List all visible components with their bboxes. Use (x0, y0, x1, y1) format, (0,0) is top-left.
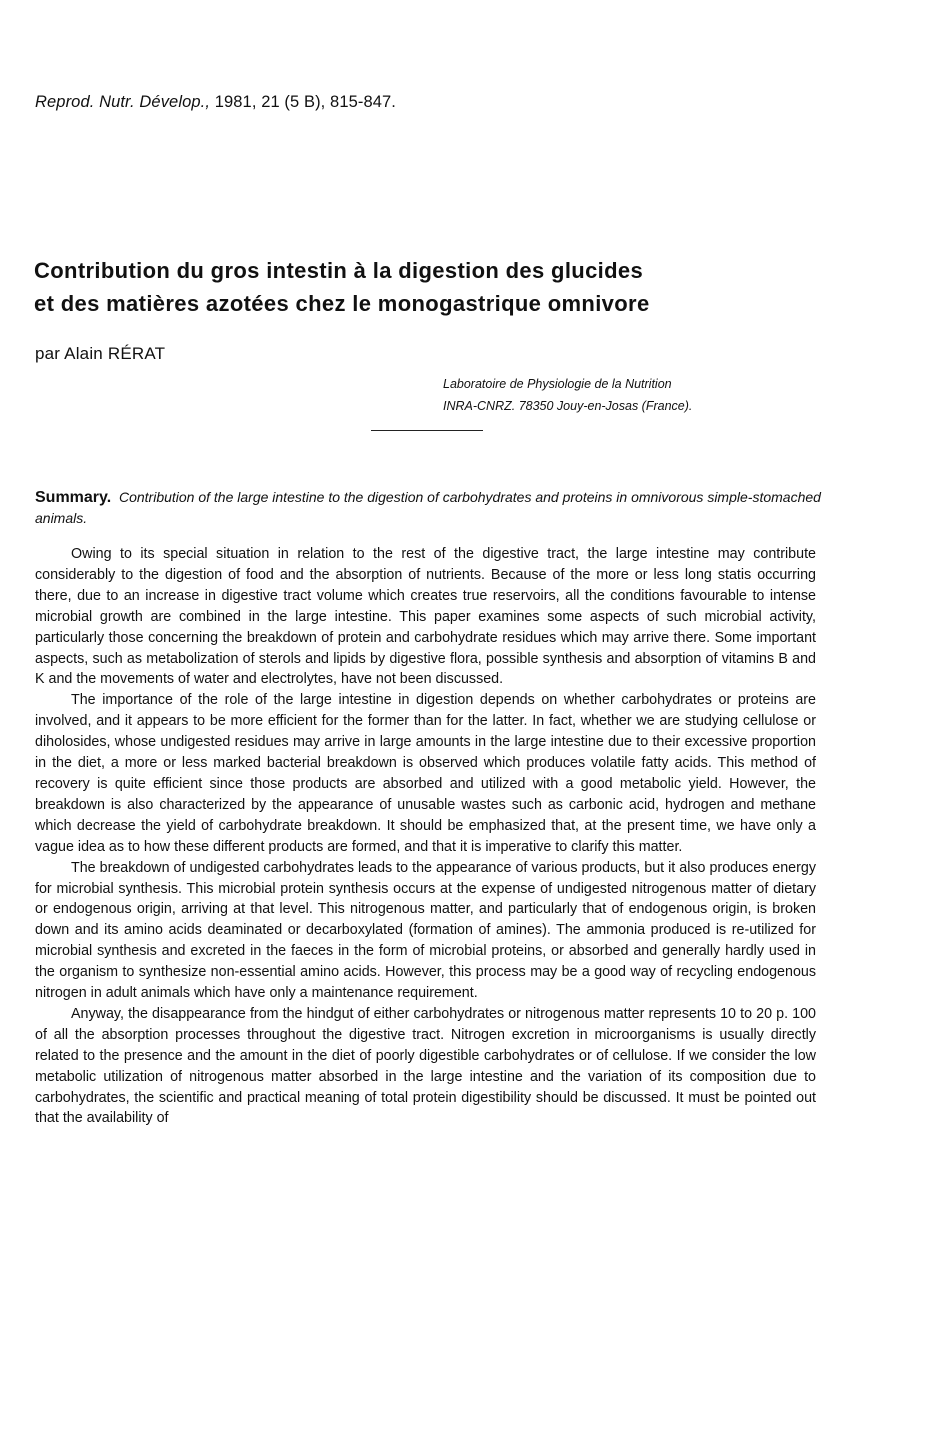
title-line-2: et des matières azotées chez le monogastrique omnivore (34, 291, 650, 316)
article-title (34, 254, 894, 320)
body-paragraph: The importance of the role of the large intestine in digestion depends on whether carbohydrates or proteins are involved, and it appears to be more efficient for the former than for the latter. In fact, whether we are studying cellulose or diholosides, whose undigested residues may arrive in large amounts in the large intestine due to their excessive proportion in the diet, a more or less marked bacterial breakdown is observed which produces volatile fatty acids. This method of recovery is quite efficient since those products are absorbed and utilized with a good metabolic yield. However, the breakdown is also characterized by the appearance of unusable wastes such as carbonic acid, hydrogen and methane which decrease the yield of carbohydrate breakdown. It should be emphasized that, at the present time, we have only a vague idea as to how these different products are formed, and that it is imperative to clarify this matter. (35, 692, 816, 855)
citation-details: 1981, 21 (5 B), 815-847. (214, 93, 396, 111)
citation-line (35, 93, 396, 112)
journal-name: Reprod. Nutr. Dévelop., (35, 93, 211, 111)
summary-english-title: Contribution of the large intestine to the digestion of carbohydrates and proteins in omnivorous simple-stomached animals. (35, 489, 821, 526)
summary-heading (35, 487, 825, 528)
title-line-1: Contribution du gros intestin à la digestion des glucides (34, 258, 644, 283)
affiliation (443, 373, 692, 417)
author-line: par Alain RÉRAT (35, 344, 166, 363)
body-paragraph: Anyway, the disappearance from the hindgut of either carbohydrates or nitrogenous matter represents 10 to 20 p. 100 of all the absorption processes throughout the digestive tract. Nitrogen excretion in microorganisms is usually directly related to the presence and the amount in the diet of poorly digestible carbohydrates or of cellulose. If we consider the low metabolic utilization of nitrogenous matter absorbed in the large intestine and the variation of its composition due to carbohydrates, the scientific and practical meaning of total protein digestibility should be discussed. It must be pointed out that the availability of (35, 1005, 816, 1127)
body-paragraph: The breakdown of undigested carbohydrates leads to the appearance of various products, but it also produces energy for microbial synthesis. This microbial protein synthesis occurs at the expense of undigested nitrogenous matter of dietary or endogenous origin, arriving at that level. This nitrogenous matter, and particularly that of endogenous origin, is broken down and its amino acids deaminated or decarboxylated (formation of amines). The ammonia produced is re-utilized for microbial synthesis and excreted in the faeces in the form of microbial proteins, or absorbed and generally hardly used in the organism to synthesize non-essential amino acids. However, this process may be a good way of recycling endogenous nitrogen in adult animals which have only a maintenance requirement. (35, 859, 816, 1002)
summary-body (35, 544, 816, 1129)
affiliation-line-2: INRA-CNRZ. 78350 Jouy-en-Josas (France). (443, 399, 693, 413)
separator-rule (371, 430, 483, 431)
affiliation-line-1: Laboratoire de Physiologie de la Nutrition (443, 377, 672, 391)
body-paragraph: Owing to its special situation in relation to the rest of the digestive tract, the large intestine may contribute considerably to the digestion of food and the absorption of nutrients. Because of the more or less long statis occurring there, due to an increase in digestive tract volume which creates true reservoirs, all the conditions favourable to intense microbial growth are combined in the large intestine. This paper examines some aspects of such microbial activity, particularly those concerning the breakdown of protein and carbohydrate residues which may arrive there. Some important aspects, such as metabolization of sterols and lipids by digestive flora, possible synthesis and absorption of vitamins B and K and the movements of water and electrolytes, have not been discussed. (35, 546, 816, 688)
summary-label: Summary. (35, 489, 112, 506)
